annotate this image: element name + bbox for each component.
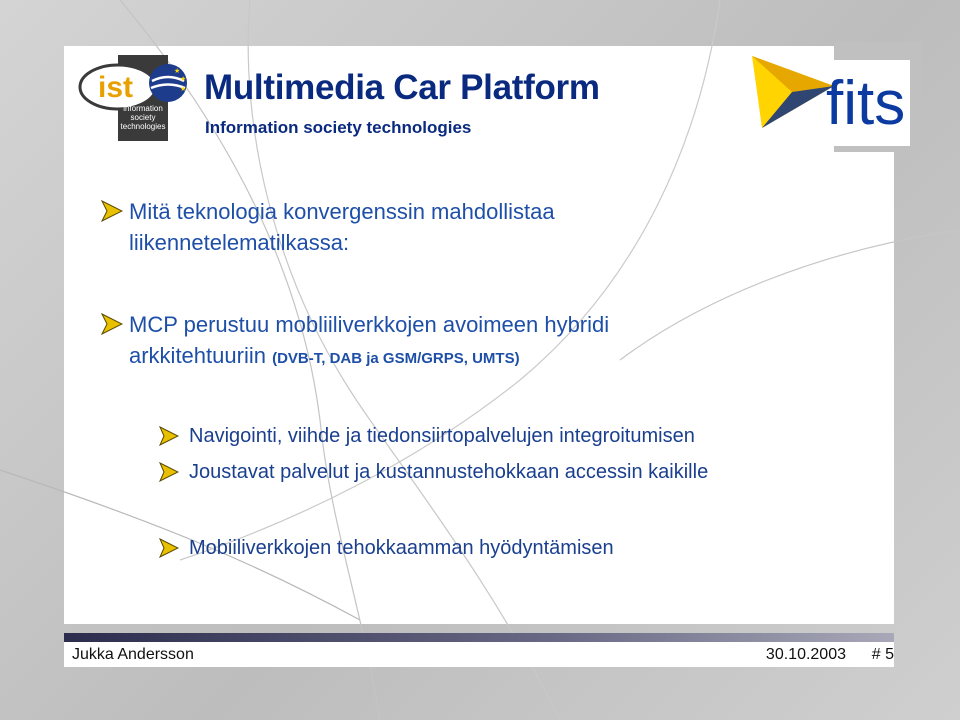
ist-word: ist (98, 71, 134, 104)
footer-date: 30.10.2003 (765, 646, 846, 663)
bullet-2-line1: MCP perustuu mobliiliverkkojen avoimeen hybridi (129, 312, 610, 337)
arrow-bullet-icon (101, 200, 123, 222)
bullet-1 (129, 196, 555, 258)
ist-caption: information society technologies (120, 104, 166, 131)
footer-rule (64, 633, 894, 642)
arrow-bullet-icon (159, 538, 179, 558)
bullet-2-line2: arkkitehtuuriin (DVB-T, DAB ja GSM/GRPS, UMTS) (129, 343, 520, 368)
footer-author: Jukka Andersson (72, 646, 194, 663)
bullet-2 (129, 309, 609, 374)
arrow-bullet-icon (159, 462, 179, 482)
slide-subtitle: Information society technologies (205, 118, 472, 137)
svg-text:★: ★ (174, 68, 181, 75)
svg-text:★: ★ (180, 76, 187, 83)
bullet-2-paren: (DVB-T, DAB ja GSM/GRPS, UMTS) (272, 350, 520, 367)
fits-logo (722, 42, 922, 162)
sub-bullet-3: Mobiiliverkkojen tehokkaamman hyödyntämisen (189, 537, 614, 560)
bullet-1-line2: liikennetelematilkassa: (129, 230, 350, 255)
svg-text:★: ★ (180, 86, 187, 93)
arrow-bullet-icon (159, 426, 179, 446)
bullet-1-line1: Mitä teknologia konvergenssin mahdollistaa (129, 199, 555, 224)
footer (64, 633, 894, 667)
slide-title: Multimedia Car Platform (204, 68, 600, 107)
sub-bullet-2: Joustavat palvelut ja kustannustehokkaan accessin kaikille (189, 461, 708, 484)
sub-bullet-1: Navigointi, viihde ja tiedonsiirtopalvelujen integroitumisen (189, 425, 695, 448)
footer-page-number: # 5 (871, 646, 894, 663)
fits-word: fits (826, 69, 906, 138)
arrow-bullet-icon (101, 313, 123, 335)
